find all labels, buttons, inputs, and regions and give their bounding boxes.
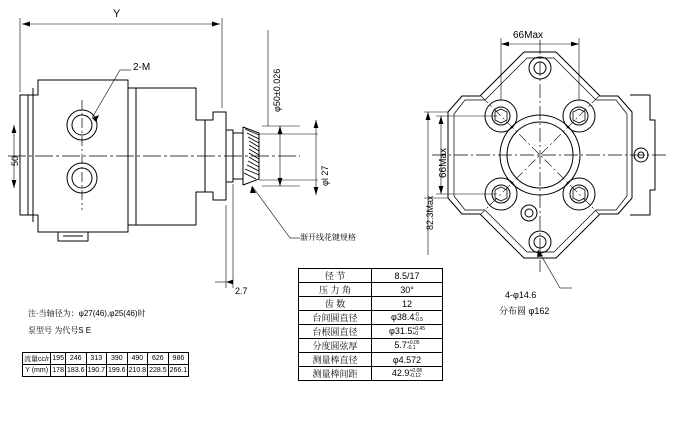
spec-value: 12 (372, 297, 443, 311)
table-cell: 228.5 (148, 365, 169, 377)
table-cell: 183.6 (65, 365, 86, 377)
hole-size-note: 4-φ14.6 (505, 290, 537, 300)
spec-label: 径 节 (299, 269, 372, 283)
table-cell: 266.1 (168, 365, 189, 377)
spec-label: 分度圆弦厚 (299, 339, 372, 353)
table-row (23, 353, 189, 365)
table-cell: 490 (127, 353, 148, 365)
spline-spec-note: 渐开线花键规格 (300, 233, 356, 242)
spec-value: 42.9+0.08 -0.12 (372, 367, 443, 381)
table-cell: 195 (51, 353, 66, 365)
dim-label-height-50: 50 (10, 155, 20, 166)
spec-label: 台根圆直径 (299, 325, 372, 339)
spec-label: 齿 数 (299, 297, 372, 311)
table-row (299, 367, 443, 381)
table-cell: 246 (65, 353, 86, 365)
spec-value: φ4.572 (372, 353, 443, 367)
dim-label-66max-horizontal: 66Max (513, 30, 544, 41)
spec-label: 测量棒间距 (299, 367, 372, 381)
table-cell: 178 (51, 365, 66, 377)
table-cell: 210.8 (127, 365, 148, 377)
table-cell: 199.6 (107, 365, 128, 377)
spec-label: 测量棒直径 (299, 353, 372, 367)
table-row (299, 283, 443, 297)
flow-length-table (22, 352, 189, 377)
dim-label-2-M: 2-M (133, 62, 151, 73)
table-row (299, 297, 443, 311)
table-row (299, 311, 443, 325)
spec-label: 台间圆直径 (299, 311, 372, 325)
table-row (299, 339, 443, 353)
note-line-2: 泵型号 为代号S E (28, 326, 92, 335)
dim-label-phi50-tolerance: φ50±0.026 (272, 68, 282, 112)
dim-label-66max-vertical: 66Max (438, 147, 449, 178)
table-cell: 626 (148, 353, 169, 365)
table-row (299, 269, 443, 283)
spec-value: φ38.4-0 -0.5 (372, 311, 443, 325)
dim-label-2-7: 2.7 (235, 286, 248, 296)
table-cell: 390 (107, 353, 128, 365)
table-cell: 986 (168, 353, 189, 365)
spec-value: φ31.5+0.45 +0 (372, 325, 443, 339)
spec-value: 30° (372, 283, 443, 297)
table-row (299, 325, 443, 339)
note-line-1: 注·当轴径为：φ27(46),φ25(46)时 (28, 309, 146, 318)
spec-value: 8.5/17 (372, 269, 443, 283)
spline-spec-table (298, 268, 443, 381)
table-cell: 190.7 (86, 365, 107, 377)
bolt-circle-note: 分布圆 φ162 (499, 306, 550, 316)
spec-value: 5.7+0.05 -0.1 (372, 339, 443, 353)
dim-label-82-3max: 82.3Max (425, 195, 435, 230)
table-row (23, 365, 189, 377)
table-row (299, 353, 443, 367)
table-row-header: Y (mm) (23, 365, 51, 377)
dim-label-phi27: φl 27 (320, 165, 330, 186)
dim-label-Y: Y (113, 8, 121, 20)
table-row-header: 流量cc/r (23, 353, 51, 365)
spec-label: 压 力 角 (299, 283, 372, 297)
table-cell: 313 (86, 353, 107, 365)
